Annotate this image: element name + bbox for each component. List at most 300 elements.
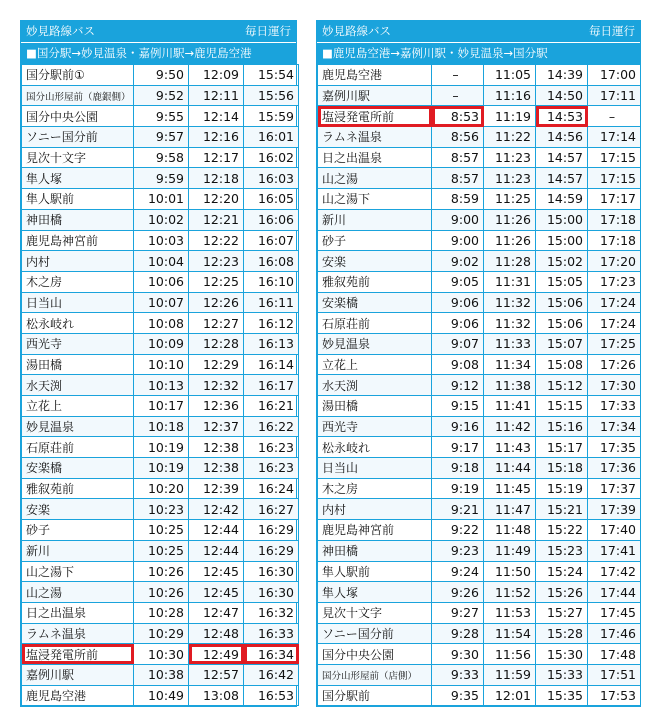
departure-time: 15:05 — [536, 271, 588, 292]
stop-name: 隼人塚 — [22, 168, 134, 189]
departure-time: 16:17 — [244, 375, 299, 396]
stop-name: 妙見温泉 — [22, 416, 134, 437]
departure-time: 9:06 — [432, 292, 484, 313]
departure-time: 17:00 — [588, 65, 641, 86]
departure-time: 11:49 — [484, 540, 536, 561]
timetable-row — [318, 333, 641, 354]
departure-time: 9:08 — [432, 354, 484, 375]
stop-name: 妙見温泉 — [318, 333, 432, 354]
departure-time: 17:53 — [588, 685, 641, 706]
departure-time: 16:13 — [244, 333, 299, 354]
departure-time: 17:15 — [588, 147, 641, 168]
departure-time: 9:16 — [432, 416, 484, 437]
departure-time: – — [432, 85, 484, 106]
departure-time: 12:22 — [189, 230, 244, 251]
departure-time: 11:43 — [484, 437, 536, 458]
stop-name: 見次十文字 — [318, 602, 432, 623]
timetable-grid — [317, 64, 641, 706]
departure-time: 10:10 — [134, 354, 189, 375]
departure-time: 10:04 — [134, 251, 189, 272]
stop-name: 鹿児島空港 — [22, 685, 134, 706]
departure-time: 9:57 — [134, 127, 189, 148]
departure-time: 14:56 — [536, 127, 588, 148]
timetable-row — [318, 664, 641, 685]
departure-time: 16:10 — [244, 271, 299, 292]
departure-time: 15:19 — [536, 478, 588, 499]
stop-name: 鹿児島神宮前 — [22, 230, 134, 251]
departure-time: 15:28 — [536, 623, 588, 644]
timetable-row — [318, 582, 641, 603]
departure-time: 17:36 — [588, 458, 641, 479]
timetable-row — [318, 209, 641, 230]
departure-time: 10:09 — [134, 333, 189, 354]
stop-name: 山之湯 — [22, 582, 134, 603]
departure-time: 12:26 — [189, 292, 244, 313]
timetable-row — [22, 664, 299, 685]
departure-time: 15:17 — [536, 437, 588, 458]
departure-time: 15:12 — [536, 375, 588, 396]
departure-time: 17:33 — [588, 396, 641, 417]
departure-time: 15:16 — [536, 416, 588, 437]
timetable-row — [318, 416, 641, 437]
departure-time: 17:18 — [588, 230, 641, 251]
departure-time: 10:19 — [134, 437, 189, 458]
departure-time: 14:59 — [536, 189, 588, 210]
timetable-row — [318, 623, 641, 644]
timetable-row — [22, 520, 299, 541]
stop-name: 見次十文字 — [22, 147, 134, 168]
departure-time: 16:01 — [244, 127, 299, 148]
departure-time: 12:49 — [189, 644, 244, 665]
departure-time: 11:38 — [484, 375, 536, 396]
timetable-row — [318, 437, 641, 458]
timetable-row — [22, 85, 299, 106]
departure-time: 9:07 — [432, 333, 484, 354]
stop-name: 国分山形屋前（店側） — [318, 664, 432, 685]
departure-time: 9:00 — [432, 230, 484, 251]
timetable-row — [22, 354, 299, 375]
departure-time: 10:49 — [134, 685, 189, 706]
departure-time: 12:32 — [189, 375, 244, 396]
departure-time: 17:24 — [588, 292, 641, 313]
departure-time: 11:28 — [484, 251, 536, 272]
timetable-row — [22, 127, 299, 148]
departure-time: 15:06 — [536, 292, 588, 313]
timetable-row — [318, 106, 641, 127]
route-label: ■国分駅→妙見温泉・嘉例川駅→鹿児島空港 — [26, 46, 252, 60]
departure-time: 9:21 — [432, 499, 484, 520]
departure-time: 17:11 — [588, 85, 641, 106]
stop-name: 水天渕 — [318, 375, 432, 396]
departure-time: 16:07 — [244, 230, 299, 251]
departure-time: 11:32 — [484, 313, 536, 334]
departure-time: 12:18 — [189, 168, 244, 189]
departure-time: 9:50 — [134, 65, 189, 86]
stop-name: 松永岐れ — [318, 437, 432, 458]
departure-time: 9:18 — [432, 458, 484, 479]
departure-time: 12:48 — [189, 623, 244, 644]
departure-time: 9:12 — [432, 375, 484, 396]
route-header — [317, 42, 640, 64]
departure-time: 10:28 — [134, 602, 189, 623]
timetable-row — [318, 644, 641, 665]
timetable-row — [318, 168, 641, 189]
departure-time: 17:25 — [588, 333, 641, 354]
departure-time: 8:59 — [432, 189, 484, 210]
departure-time: 17:40 — [588, 520, 641, 541]
departure-time: 10:18 — [134, 416, 189, 437]
departure-time: 9:33 — [432, 664, 484, 685]
departure-time: 10:02 — [134, 209, 189, 230]
departure-time: 14:57 — [536, 147, 588, 168]
departure-time: 17:34 — [588, 416, 641, 437]
departure-time: 17:35 — [588, 437, 641, 458]
departure-time: 16:34 — [244, 644, 299, 665]
stop-name: 嘉例川駅 — [22, 664, 134, 685]
timetable-row — [318, 561, 641, 582]
departure-time: 12:45 — [189, 561, 244, 582]
departure-time: 16:33 — [244, 623, 299, 644]
departure-time: 17:37 — [588, 478, 641, 499]
stop-name: 内村 — [22, 251, 134, 272]
departure-time: 16:29 — [244, 520, 299, 541]
departure-time: 16:14 — [244, 354, 299, 375]
departure-time: 17:20 — [588, 251, 641, 272]
departure-time: 10:20 — [134, 478, 189, 499]
timetable-row — [22, 375, 299, 396]
departure-time: 16:11 — [244, 292, 299, 313]
stop-name: 安楽 — [22, 499, 134, 520]
departure-time: 10:29 — [134, 623, 189, 644]
timetable-row — [22, 437, 299, 458]
departure-time: 10:17 — [134, 396, 189, 417]
departure-time: 11:56 — [484, 644, 536, 665]
departure-time: 16:08 — [244, 251, 299, 272]
departure-time: 15:02 — [536, 251, 588, 272]
departure-time: 17:51 — [588, 664, 641, 685]
departure-time: 12:17 — [189, 147, 244, 168]
departure-time: 17:45 — [588, 602, 641, 623]
departure-time: 17:14 — [588, 127, 641, 148]
departure-time: 9:35 — [432, 685, 484, 706]
departure-time: 9:15 — [432, 396, 484, 417]
stop-name: 雅叙苑前 — [318, 271, 432, 292]
timetable-row — [22, 189, 299, 210]
departure-time: 16:30 — [244, 582, 299, 603]
departure-time: 17:18 — [588, 209, 641, 230]
timetable-row — [22, 623, 299, 644]
stop-name: 山之湯下 — [22, 561, 134, 582]
departure-time: 9:24 — [432, 561, 484, 582]
departure-time: 16:24 — [244, 478, 299, 499]
timetable-inbound — [316, 20, 641, 707]
stop-name: 砂子 — [22, 520, 134, 541]
departure-time: 12:25 — [189, 271, 244, 292]
departure-time: 16:12 — [244, 313, 299, 334]
timetable-row — [318, 354, 641, 375]
stop-name: 国分中央公園 — [22, 106, 134, 127]
departure-time: 15:22 — [536, 520, 588, 541]
stop-name: 日当山 — [318, 458, 432, 479]
departure-time: 11:44 — [484, 458, 536, 479]
departure-time: 15:26 — [536, 582, 588, 603]
departure-time: 12:23 — [189, 251, 244, 272]
departure-time: 11:22 — [484, 127, 536, 148]
departure-time: 15:07 — [536, 333, 588, 354]
departure-time: 12:11 — [189, 85, 244, 106]
departure-time: 12:09 — [189, 65, 244, 86]
departure-time: 11:26 — [484, 209, 536, 230]
timetable-row — [318, 251, 641, 272]
timetable-row — [318, 65, 641, 86]
timetable-outbound — [20, 20, 297, 707]
timetable-row — [22, 540, 299, 561]
timetable-row — [318, 292, 641, 313]
departure-time: 10:07 — [134, 292, 189, 313]
stop-name: 国分駅前① — [22, 65, 134, 86]
timetable-row — [318, 458, 641, 479]
departure-time: 12:38 — [189, 458, 244, 479]
timetable-row — [22, 499, 299, 520]
departure-time: 12:39 — [189, 478, 244, 499]
stop-name: 湯田橋 — [22, 354, 134, 375]
departure-time: 8:57 — [432, 168, 484, 189]
timetable-row — [22, 106, 299, 127]
departure-time: 17:23 — [588, 271, 641, 292]
timetable-row — [22, 147, 299, 168]
departure-time: 9:26 — [432, 582, 484, 603]
timetable-row — [318, 271, 641, 292]
route-header — [21, 42, 296, 64]
stop-name: 砂子 — [318, 230, 432, 251]
departure-time: 12:42 — [189, 499, 244, 520]
departure-time: 14:57 — [536, 168, 588, 189]
departure-time: 15:08 — [536, 354, 588, 375]
departure-time: 12:21 — [189, 209, 244, 230]
departure-time: 13:08 — [189, 685, 244, 706]
departure-time: 16:21 — [244, 396, 299, 417]
departure-time: 12:20 — [189, 189, 244, 210]
stop-name: 隼人駅前 — [22, 189, 134, 210]
departure-time: 10:38 — [134, 664, 189, 685]
timetable-row — [22, 209, 299, 230]
timetable-row — [318, 147, 641, 168]
timetable-row — [22, 168, 299, 189]
departure-time: 8:56 — [432, 127, 484, 148]
departure-time: 12:01 — [484, 685, 536, 706]
departure-time: 16:53 — [244, 685, 299, 706]
route-label: ■鹿児島空港→嘉例川駅・妙見温泉→国分駅 — [322, 46, 548, 60]
stop-name: 新川 — [318, 209, 432, 230]
timetable-header — [21, 21, 296, 42]
departure-time: 10:25 — [134, 540, 189, 561]
departure-time: 10:19 — [134, 458, 189, 479]
departure-time: 9:00 — [432, 209, 484, 230]
timetable-row — [318, 520, 641, 541]
stop-name: 安楽橋 — [22, 458, 134, 479]
timetable-row — [22, 644, 299, 665]
departure-time: 11:25 — [484, 189, 536, 210]
departure-time: 11:52 — [484, 582, 536, 603]
stop-name: 石原荘前 — [22, 437, 134, 458]
stop-name: 塩浸発電所前 — [318, 106, 432, 127]
departure-time: 12:47 — [189, 602, 244, 623]
departure-time: 14:39 — [536, 65, 588, 86]
departure-time: 17:39 — [588, 499, 641, 520]
departure-time: 16:05 — [244, 189, 299, 210]
stop-name: 西光寺 — [22, 333, 134, 354]
departure-time: 12:37 — [189, 416, 244, 437]
departure-time: 15:15 — [536, 396, 588, 417]
departure-time: 15:06 — [536, 313, 588, 334]
timetable-row — [22, 251, 299, 272]
stop-name: 内村 — [318, 499, 432, 520]
timetable-row — [22, 230, 299, 251]
stop-name: 鹿児島神宮前 — [318, 520, 432, 541]
departure-time: 11:34 — [484, 354, 536, 375]
stop-name: ラムネ温泉 — [22, 623, 134, 644]
departure-time: 16:23 — [244, 458, 299, 479]
stop-name: 神田橋 — [318, 540, 432, 561]
timetable-row — [318, 540, 641, 561]
departure-time: 17:42 — [588, 561, 641, 582]
departure-time: 12:38 — [189, 437, 244, 458]
stop-name: 木之房 — [22, 271, 134, 292]
departure-time: 12:45 — [189, 582, 244, 603]
departure-time: 9:22 — [432, 520, 484, 541]
timetable-row — [318, 478, 641, 499]
stop-name: 神田橋 — [22, 209, 134, 230]
departure-time: 10:30 — [134, 644, 189, 665]
departure-time: 10:03 — [134, 230, 189, 251]
departure-time: 14:50 — [536, 85, 588, 106]
timetable-row — [318, 685, 641, 706]
line-title: 妙見路線バス — [322, 24, 391, 38]
departure-time: 10:13 — [134, 375, 189, 396]
departure-time: 15:30 — [536, 644, 588, 665]
departure-time: 11:26 — [484, 230, 536, 251]
departure-time: 10:01 — [134, 189, 189, 210]
timetable-row — [22, 478, 299, 499]
departure-time: 12:14 — [189, 106, 244, 127]
departure-time: 11:19 — [484, 106, 536, 127]
departure-time: 15:00 — [536, 230, 588, 251]
departure-time: 9:27 — [432, 602, 484, 623]
departure-time: 17:15 — [588, 168, 641, 189]
timetable-row — [318, 230, 641, 251]
departure-time: 11:53 — [484, 602, 536, 623]
departure-time: 11:23 — [484, 147, 536, 168]
departure-time: 11:42 — [484, 416, 536, 437]
stop-name: 松永岐れ — [22, 313, 134, 334]
stop-name: 石原荘前 — [318, 313, 432, 334]
service-label: 毎日運行 — [589, 24, 635, 38]
stop-name: 塩浸発電所前 — [22, 644, 134, 665]
departure-time: 9:02 — [432, 251, 484, 272]
timetable-row — [22, 65, 299, 86]
stop-name: ソニー国分前 — [22, 127, 134, 148]
timetable-row — [22, 396, 299, 417]
departure-time: 17:41 — [588, 540, 641, 561]
timetable-row — [22, 416, 299, 437]
departure-time: 9:55 — [134, 106, 189, 127]
departure-time: 16:30 — [244, 561, 299, 582]
departure-time: 11:47 — [484, 499, 536, 520]
timetable-row — [318, 375, 641, 396]
departure-time: 9:19 — [432, 478, 484, 499]
departure-time: 9:58 — [134, 147, 189, 168]
stop-name: 嘉例川駅 — [318, 85, 432, 106]
departure-time: 15:59 — [244, 106, 299, 127]
line-title: 妙見路線バス — [26, 24, 95, 38]
timetable-row — [22, 582, 299, 603]
departure-time: 9:17 — [432, 437, 484, 458]
departure-time: 11:16 — [484, 85, 536, 106]
departure-time: 17:24 — [588, 313, 641, 334]
stop-name: 鹿児島空港 — [318, 65, 432, 86]
timetable-row — [22, 292, 299, 313]
departure-time: 15:24 — [536, 561, 588, 582]
departure-time: 15:56 — [244, 85, 299, 106]
departure-time: 16:02 — [244, 147, 299, 168]
departure-time: 16:29 — [244, 540, 299, 561]
stop-name: 日之出温泉 — [318, 147, 432, 168]
departure-time: 11:50 — [484, 561, 536, 582]
departure-time: 15:27 — [536, 602, 588, 623]
departure-time: 11:45 — [484, 478, 536, 499]
departure-time: 9:23 — [432, 540, 484, 561]
departure-time: 17:30 — [588, 375, 641, 396]
departure-time: 16:06 — [244, 209, 299, 230]
departure-time: 9:30 — [432, 644, 484, 665]
departure-time: 12:28 — [189, 333, 244, 354]
departure-time: 15:33 — [536, 664, 588, 685]
timetable-row — [318, 396, 641, 417]
departure-time: 17:48 — [588, 644, 641, 665]
departure-time: – — [432, 65, 484, 86]
departure-time: 10:08 — [134, 313, 189, 334]
departure-time: 10:25 — [134, 520, 189, 541]
timetable-row — [318, 127, 641, 148]
timetable-row — [22, 458, 299, 479]
stop-name: 安楽 — [318, 251, 432, 272]
departure-time: 11:32 — [484, 292, 536, 313]
departure-time: 15:00 — [536, 209, 588, 230]
stop-name: 隼人塚 — [318, 582, 432, 603]
departure-time: 16:27 — [244, 499, 299, 520]
departure-time: 10:26 — [134, 582, 189, 603]
departure-time: 17:44 — [588, 582, 641, 603]
timetable-header — [317, 21, 640, 42]
timetable-row — [318, 189, 641, 210]
stop-name: 立花上 — [318, 354, 432, 375]
departure-time: 14:53 — [536, 106, 588, 127]
departure-time: 10:06 — [134, 271, 189, 292]
departure-time: 12:44 — [189, 520, 244, 541]
departure-time: 16:23 — [244, 437, 299, 458]
stop-name: 立花上 — [22, 396, 134, 417]
departure-time: 11:41 — [484, 396, 536, 417]
timetable-row — [318, 602, 641, 623]
departure-time: 15:35 — [536, 685, 588, 706]
departure-time: 11:59 — [484, 664, 536, 685]
departure-time: 17:17 — [588, 189, 641, 210]
stop-name: 西光寺 — [318, 416, 432, 437]
timetable-grid — [21, 64, 299, 706]
departure-time: 11:31 — [484, 271, 536, 292]
stop-name: 水天渕 — [22, 375, 134, 396]
timetable-row — [22, 333, 299, 354]
